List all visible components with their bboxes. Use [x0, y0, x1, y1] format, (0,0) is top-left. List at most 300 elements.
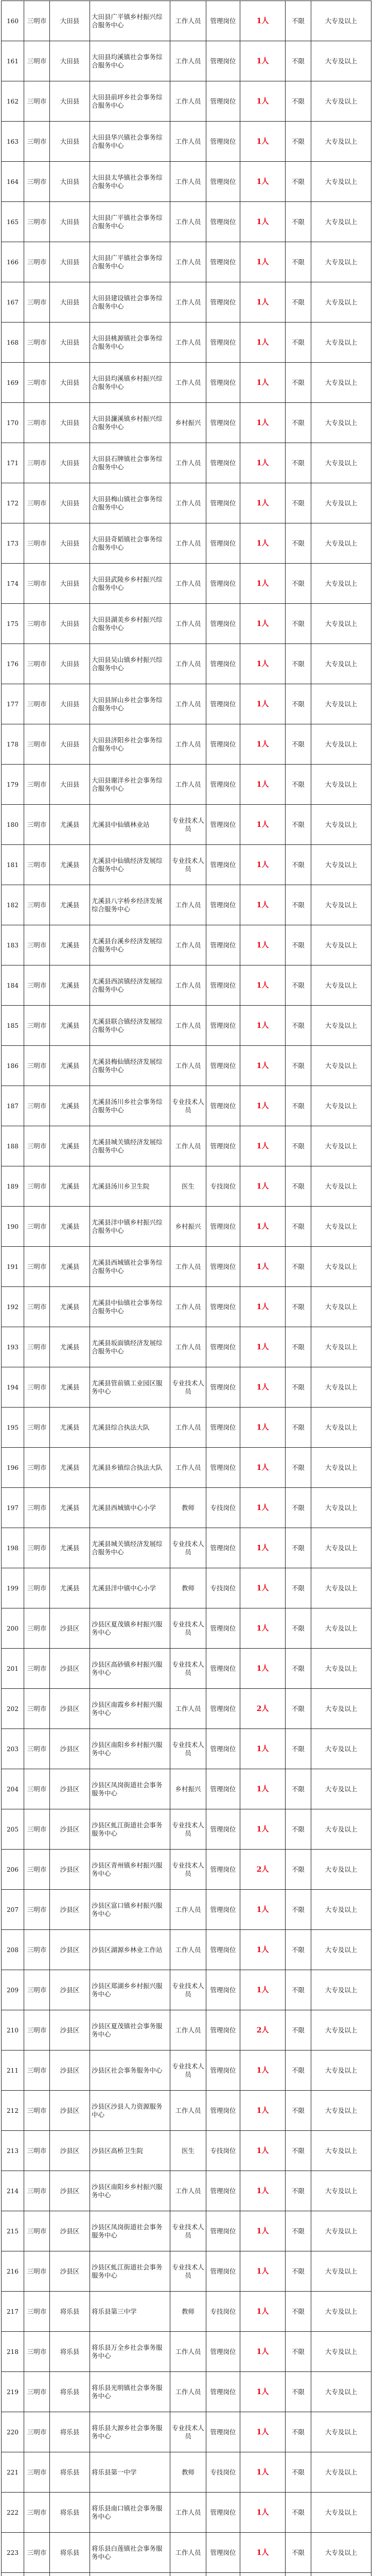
cell-category: 工作人员 — [170, 162, 206, 202]
cell-county: 大田县 — [50, 523, 90, 564]
table-row — [2, 1247, 371, 1287]
cell-seq: 202 — [2, 1689, 24, 1729]
cell-grade: 管理岗位 — [206, 323, 240, 363]
cell-city: 三明市 — [24, 2171, 50, 2211]
cell-count: 1人 — [240, 1649, 286, 1689]
cell-grade: 管理岗位 — [206, 1528, 240, 1568]
cell-seq: 185 — [2, 1006, 24, 1046]
cell-grade: 管理岗位 — [206, 363, 240, 403]
cell-limit: 不限 — [286, 885, 311, 925]
cell-unit: 沙县区夏茂镇乡村振兴服务中心 — [90, 1608, 170, 1649]
cell-county: 尤溪县 — [50, 1448, 90, 1488]
cell-education: 大专及以上 — [311, 363, 371, 403]
cell-county: 大田县 — [50, 724, 90, 765]
cell-education: 大专及以上 — [311, 1247, 371, 1287]
cell-education: 大专及以上 — [311, 845, 371, 885]
cell-unit: 尤溪县台溪乡经济发展综合服务中心 — [90, 925, 170, 965]
cell-category: 乡村振兴 — [170, 1769, 206, 1809]
cell-count: 1人 — [240, 282, 286, 323]
cell-county: 尤溪县 — [50, 1408, 90, 1448]
cell-category: 教师 — [170, 2452, 206, 2493]
cell-category: 乡村振兴 — [170, 403, 206, 443]
cell-limit: 不限 — [286, 2050, 311, 2091]
cell-count: 1人 — [240, 845, 286, 885]
cell-grade: 管理岗位 — [206, 403, 240, 443]
cell-grade: 管理岗位 — [206, 805, 240, 845]
cell-category: 工作人员 — [170, 604, 206, 644]
table-row — [2, 644, 371, 684]
cell-education: 大专及以上 — [311, 2493, 371, 2533]
cell-category: 医生 — [170, 2131, 206, 2171]
cell-seq: 165 — [2, 202, 24, 242]
cell-grade: 管理岗位 — [206, 1207, 240, 1247]
cell-seq: 163 — [2, 122, 24, 162]
cell-county: 沙县区 — [50, 2211, 90, 2251]
cell-limit: 不限 — [286, 81, 311, 122]
cell-education: 大专及以上 — [311, 41, 371, 81]
cell-grade: 管理岗位 — [206, 483, 240, 523]
cell-unit — [90, 2573, 170, 2576]
cell-education: 大专及以上 — [311, 403, 371, 443]
cell-city: 三明市 — [24, 363, 50, 403]
cell-city: 三明市 — [24, 1528, 50, 1568]
cell-seq: 203 — [2, 1729, 24, 1769]
cell-education: 大专及以上 — [311, 1327, 371, 1367]
cell-count: 1人 — [240, 765, 286, 805]
cell-seq: 173 — [2, 523, 24, 564]
cell-category: 专业技术人员 — [170, 1086, 206, 1126]
cell-count: 1人 — [240, 443, 286, 483]
cell-limit: 不限 — [286, 282, 311, 323]
cell-grade: 管理岗位 — [206, 2050, 240, 2091]
table-row — [2, 2533, 371, 2573]
cell-grade: 管理岗位 — [206, 2171, 240, 2211]
cell-limit: 不限 — [286, 1850, 311, 1890]
cell-limit: 不限 — [286, 1970, 311, 2010]
cell-unit: 大田县均溪镇社会事务综合服务中心 — [90, 41, 170, 81]
cell-education: 大专及以上 — [311, 885, 371, 925]
cell-city: 三明市 — [24, 2452, 50, 2493]
table-row — [2, 1, 371, 41]
table-body — [2, 1, 371, 2576]
cell-limit: 不限 — [286, 1488, 311, 1528]
cell-education: 大专及以上 — [311, 1809, 371, 1850]
cell-education: 大专及以上 — [311, 1890, 371, 1930]
cell-count: 1人 — [240, 242, 286, 282]
cell-unit: 沙县区南霞乡乡村振兴服务中心 — [90, 1689, 170, 1729]
cell-category: 工作人员 — [170, 323, 206, 363]
cell-category: 工作人员 — [170, 282, 206, 323]
cell-city: 三明市 — [24, 242, 50, 282]
cell-seq: 204 — [2, 1769, 24, 1809]
cell-unit: 尤溪县汤川乡卫生院 — [90, 1166, 170, 1207]
cell-education: 大专及以上 — [311, 282, 371, 323]
cell-education: 大专及以上 — [311, 805, 371, 845]
cell-education: 大专及以上 — [311, 1970, 371, 2010]
table-row — [2, 1890, 371, 1930]
cell-education: 大专及以上 — [311, 644, 371, 684]
cell-unit: 沙县区高砂镇乡村振兴服务中心 — [90, 1649, 170, 1689]
cell-limit: 不限 — [286, 162, 311, 202]
cell-city: 三明市 — [24, 2533, 50, 2573]
cell-grade: 管理岗位 — [206, 925, 240, 965]
cell-seq: 194 — [2, 1367, 24, 1408]
cell-grade: 管理岗位 — [206, 2493, 240, 2533]
cell-limit: 不限 — [286, 1247, 311, 1287]
cell-city: 三明市 — [24, 965, 50, 1006]
cell-category: 专业技术人员 — [170, 1970, 206, 2010]
cell-limit: 不限 — [286, 41, 311, 81]
cell-count: 1人 — [240, 2533, 286, 2573]
cell-city: 三明市 — [24, 1086, 50, 1126]
table-row — [2, 242, 371, 282]
cell-education: 大专及以上 — [311, 2050, 371, 2091]
cell-limit: 不限 — [286, 805, 311, 845]
cell-seq: 210 — [2, 2010, 24, 2050]
cell-unit: 沙县区湖源乡林业工作站 — [90, 1930, 170, 1970]
cell-grade: 管理岗位 — [206, 2010, 240, 2050]
table-row — [2, 845, 371, 885]
cell-unit: 将乐县万全乡社会事务服务中心 — [90, 2332, 170, 2372]
cell-grade: 管理岗位 — [206, 2251, 240, 2292]
cell-unit: 大田县武陵乡乡村振兴综合服务中心 — [90, 564, 170, 604]
cell-education: 大专及以上 — [311, 604, 371, 644]
cell-city — [24, 2573, 50, 2576]
cell-county: 尤溪县 — [50, 1247, 90, 1287]
cell-limit: 不限 — [286, 564, 311, 604]
cell-county: 大田县 — [50, 765, 90, 805]
cell-limit: 不限 — [286, 2533, 311, 2573]
cell-seq: 197 — [2, 1488, 24, 1528]
cell-limit: 不限 — [286, 363, 311, 403]
cell-seq: 167 — [2, 282, 24, 323]
cell-count: 1人 — [240, 965, 286, 1006]
cell-limit: 不限 — [286, 1166, 311, 1207]
cell-category: 专业技术人员 — [170, 1528, 206, 1568]
cell-county: 尤溪县 — [50, 1327, 90, 1367]
cell-unit: 沙县区夏茂镇社会事务服务中心 — [90, 2010, 170, 2050]
cell-seq: 166 — [2, 242, 24, 282]
cell-count: 1人 — [240, 564, 286, 604]
table-row — [2, 1930, 371, 1970]
cell-count: 1人 — [240, 2050, 286, 2091]
cell-grade: 专技岗位 — [206, 1488, 240, 1528]
cell-grade: 管理岗位 — [206, 2533, 240, 2573]
cell-unit: 尤溪县坂面镇经济发展综合服务中心 — [90, 1327, 170, 1367]
cell-seq: 214 — [2, 2171, 24, 2211]
cell-county: 尤溪县 — [50, 1046, 90, 1086]
cell-seq: 198 — [2, 1528, 24, 1568]
cell-category: 工作人员 — [170, 1046, 206, 1086]
table-row — [2, 1408, 371, 1448]
cell-category: 工作人员 — [170, 41, 206, 81]
cell-grade: 管理岗位 — [206, 845, 240, 885]
cell-unit: 大田县广平镇乡村振兴综合服务中心 — [90, 1, 170, 41]
cell-seq: 206 — [2, 1850, 24, 1890]
cell-count: 1人 — [240, 1890, 286, 1930]
cell-limit: 不限 — [286, 2091, 311, 2131]
cell-grade: 管理岗位 — [206, 1769, 240, 1809]
cell-category: 工作人员 — [170, 1247, 206, 1287]
cell-city: 三明市 — [24, 1488, 50, 1528]
cell-limit: 不限 — [286, 122, 311, 162]
cell-count: 2人 — [240, 1850, 286, 1890]
cell-seq: 170 — [2, 403, 24, 443]
cell-category: 教师 — [170, 1568, 206, 1608]
cell-unit: 尤溪县西城镇社会事务综合服务中心 — [90, 1247, 170, 1287]
cell-unit: 尤溪县八字桥乡经济发展综合服务中心 — [90, 885, 170, 925]
cell-unit: 将乐县第三中学 — [90, 2292, 170, 2332]
cell-education: 大专及以上 — [311, 1, 371, 41]
cell-county: 尤溪县 — [50, 1488, 90, 1528]
cell-education: 大专及以上 — [311, 2131, 371, 2171]
cell-category: 专业技术人员 — [170, 2251, 206, 2292]
cell-seq: 217 — [2, 2292, 24, 2332]
cell-city: 三明市 — [24, 1367, 50, 1408]
cell-city: 三明市 — [24, 1970, 50, 2010]
cell-grade: 管理岗位 — [206, 1970, 240, 2010]
cell-education: 大专及以上 — [311, 1126, 371, 1166]
cell-category: 工作人员 — [170, 363, 206, 403]
cell-category: 工作人员 — [170, 885, 206, 925]
table-row — [2, 1488, 371, 1528]
cell-limit: 不限 — [286, 2412, 311, 2452]
cell-education: 大专及以上 — [311, 1448, 371, 1488]
cell-seq: 172 — [2, 483, 24, 523]
cell-category: 乡村振兴 — [170, 1207, 206, 1247]
cell-county: 大田县 — [50, 122, 90, 162]
cell-city: 三明市 — [24, 1689, 50, 1729]
cell-category: 工作人员 — [170, 965, 206, 1006]
cell-seq: 182 — [2, 885, 24, 925]
cell-education: 大专及以上 — [311, 1367, 371, 1408]
cell-county: 尤溪县 — [50, 965, 90, 1006]
cell-unit: 大田县谢洋乡社会事务综合服务中心 — [90, 765, 170, 805]
cell-category: 医生 — [170, 1166, 206, 1207]
cell-education: 大专及以上 — [311, 1729, 371, 1769]
cell-grade: 管理岗位 — [206, 2211, 240, 2251]
cell-unit: 大田县奇韬镇社会事务综合服务中心 — [90, 523, 170, 564]
cell-seq: 188 — [2, 1126, 24, 1166]
cell-city: 三明市 — [24, 1247, 50, 1287]
cell-count: 1人 — [240, 1568, 286, 1608]
cell-grade: 管理岗位 — [206, 965, 240, 1006]
cell-county: 尤溪县 — [50, 1528, 90, 1568]
cell-county: 大田县 — [50, 1, 90, 41]
cell-count: 1人 — [240, 403, 286, 443]
cell-county: 沙县区 — [50, 1850, 90, 1890]
table-row — [2, 2251, 371, 2292]
cell-grade: 管理岗位 — [206, 2372, 240, 2412]
cell-category: 工作人员 — [170, 1, 206, 41]
cell-category: 教师 — [170, 2292, 206, 2332]
cell-limit: 不限 — [286, 1729, 311, 1769]
cell-count: 1人 — [240, 2091, 286, 2131]
cell-category: 工作人员 — [170, 1408, 206, 1448]
cell-seq: 208 — [2, 1930, 24, 1970]
cell-county: 沙县区 — [50, 2050, 90, 2091]
cell-limit: 不限 — [286, 1568, 311, 1608]
cell-count: 1人 — [240, 2332, 286, 2372]
cell-seq: 176 — [2, 644, 24, 684]
cell-category: 工作人员 — [170, 2372, 206, 2412]
cell-count: 1人 — [240, 1448, 286, 1488]
cell-unit: 沙县区富口镇乡村振兴服务中心 — [90, 1890, 170, 1930]
cell-seq: 221 — [2, 2452, 24, 2493]
cell-count: 1人 — [240, 2452, 286, 2493]
cell-grade: 管理岗位 — [206, 443, 240, 483]
cell-category: 工作人员 — [170, 925, 206, 965]
cell-city: 三明市 — [24, 2251, 50, 2292]
cell-seq: 189 — [2, 1166, 24, 1207]
cell-education: 大专及以上 — [311, 523, 371, 564]
cell-city: 三明市 — [24, 644, 50, 684]
table-row — [2, 724, 371, 765]
cell-category: 专业技术人员 — [170, 1850, 206, 1890]
cell-category: 工作人员 — [170, 644, 206, 684]
cell-county: 将乐县 — [50, 2372, 90, 2412]
cell-count: 1人 — [240, 1006, 286, 1046]
cell-count: 1人 — [240, 2211, 286, 2251]
cell-unit: 尤溪县城关镇经济发展综合服务中心 — [90, 1528, 170, 1568]
cell-education: 大专及以上 — [311, 2171, 371, 2211]
cell-education: 大专及以上 — [311, 2372, 371, 2412]
table-row — [2, 2412, 371, 2452]
cell-city: 三明市 — [24, 1568, 50, 1608]
cell-limit: 不限 — [286, 2131, 311, 2171]
cell-category: 教师 — [170, 1488, 206, 1528]
cell-city: 三明市 — [24, 1, 50, 41]
cell-count: 1人 — [240, 363, 286, 403]
table-row — [2, 403, 371, 443]
cell-grade: 管理岗位 — [206, 1608, 240, 1649]
cell-education: 大专及以上 — [311, 724, 371, 765]
cell-limit: 不限 — [286, 965, 311, 1006]
cell-limit: 不限 — [286, 2292, 311, 2332]
cell-education: 大专及以上 — [311, 1608, 371, 1649]
cell-grade — [206, 2573, 240, 2576]
cell-limit: 不限 — [286, 2251, 311, 2292]
cell-limit: 不限 — [286, 1287, 311, 1327]
cell-limit: 不限 — [286, 1006, 311, 1046]
cell-grade: 管理岗位 — [206, 1930, 240, 1970]
cell-county: 沙县区 — [50, 1769, 90, 1809]
table-row — [2, 2332, 371, 2372]
cell-county: 大田县 — [50, 644, 90, 684]
cell-limit: 不限 — [286, 724, 311, 765]
cell-seq: 161 — [2, 41, 24, 81]
cell-count: 1人 — [240, 1046, 286, 1086]
cell-unit: 尤溪县中仙镇社会事务综合服务中心 — [90, 1287, 170, 1327]
cell-county: 沙县区 — [50, 2010, 90, 2050]
cell-county: 大田县 — [50, 363, 90, 403]
cell-category: 专业技术人员 — [170, 1649, 206, 1689]
cell-unit: 尤溪县西滨镇经济发展综合服务中心 — [90, 965, 170, 1006]
table-row — [2, 1769, 371, 1809]
cell-category: 工作人员 — [170, 122, 206, 162]
cell-seq: 184 — [2, 965, 24, 1006]
cell-unit: 沙县区凤岗街道社会事务服务中心 — [90, 2211, 170, 2251]
cell-seq: 190 — [2, 1207, 24, 1247]
cell-category: 工作人员 — [170, 765, 206, 805]
cell-county: 大田县 — [50, 684, 90, 724]
cell-county: 将乐县 — [50, 2292, 90, 2332]
cell-category: 工作人员 — [170, 2171, 206, 2211]
cell-count: 1人 — [240, 2372, 286, 2412]
cell-category: 工作人员 — [170, 724, 206, 765]
cell-city: 三明市 — [24, 81, 50, 122]
cell-limit: 不限 — [286, 1528, 311, 1568]
cell-city: 三明市 — [24, 1769, 50, 1809]
cell-limit: 不限 — [286, 1649, 311, 1689]
cell-count: 1人 — [240, 1, 286, 41]
cell-limit: 不限 — [286, 2211, 311, 2251]
cell-city: 三明市 — [24, 1608, 50, 1649]
cell-count: 1人 — [240, 2131, 286, 2171]
cell-city: 三明市 — [24, 1448, 50, 1488]
cell-county: 将乐县 — [50, 2493, 90, 2533]
cell-seq: 174 — [2, 564, 24, 604]
cell-county: 大田县 — [50, 81, 90, 122]
cell-county: 沙县区 — [50, 1689, 90, 1729]
cell-education: 大专及以上 — [311, 2211, 371, 2251]
cell-limit: 不限 — [286, 684, 311, 724]
cell-unit: 将乐县大源乡社会事务服务中心 — [90, 2412, 170, 2452]
cell-unit: 沙县区南阳乡乡村振兴服务中心 — [90, 2171, 170, 2211]
cell-count: 1人 — [240, 2493, 286, 2533]
cell-unit: 沙县区南阳乡乡村振兴服务中心 — [90, 1729, 170, 1769]
cell-count: 1人 — [240, 1408, 286, 1448]
table-row — [2, 323, 371, 363]
cell-count: 1人 — [240, 1608, 286, 1649]
cell-category: 专业技术人员 — [170, 1809, 206, 1850]
cell-seq: 219 — [2, 2372, 24, 2412]
cell-seq: 222 — [2, 2493, 24, 2533]
cell-city: 三明市 — [24, 1930, 50, 1970]
cell-limit: 不限 — [286, 1930, 311, 1970]
cell-seq: 218 — [2, 2332, 24, 2372]
table-row — [2, 885, 371, 925]
table-row — [2, 1649, 371, 1689]
cell-education: 大专及以上 — [311, 1488, 371, 1528]
cell-count: 1人 — [240, 2171, 286, 2211]
cell-seq: 177 — [2, 684, 24, 724]
cell-city: 三明市 — [24, 1408, 50, 1448]
cell-limit — [286, 2573, 311, 2576]
cell-grade: 管理岗位 — [206, 523, 240, 564]
cell-education: 大专及以上 — [311, 1408, 371, 1448]
cell-grade: 管理岗位 — [206, 162, 240, 202]
cell-grade: 管理岗位 — [206, 885, 240, 925]
cell-county: 沙县区 — [50, 1970, 90, 2010]
table-row — [2, 41, 371, 81]
cell-grade: 管理岗位 — [206, 765, 240, 805]
cell-education: 大专及以上 — [311, 2251, 371, 2292]
cell-seq: 171 — [2, 443, 24, 483]
table-row — [2, 2493, 371, 2533]
cell-grade: 专技岗位 — [206, 2452, 240, 2493]
cell-count: 1人 — [240, 202, 286, 242]
table-row — [2, 1006, 371, 1046]
cell-education: 大专及以上 — [311, 443, 371, 483]
cell-unit: 将乐县第一中学 — [90, 2452, 170, 2493]
cell-unit: 沙县区青州镇乡村振兴服务中心 — [90, 1850, 170, 1890]
cell-city: 三明市 — [24, 1046, 50, 1086]
cell-education: 大专及以上 — [311, 1086, 371, 1126]
cell-grade: 管理岗位 — [206, 1448, 240, 1488]
cell-count: 1人 — [240, 1970, 286, 2010]
cell-count: 1人 — [240, 644, 286, 684]
